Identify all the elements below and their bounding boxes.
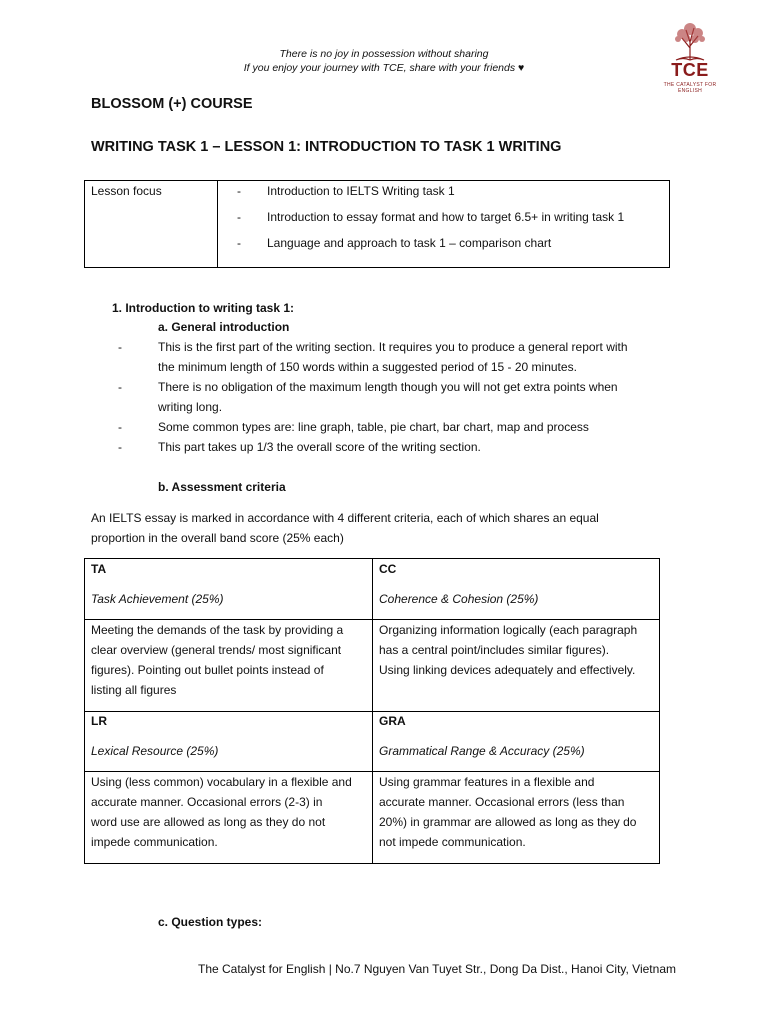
lesson-focus-item: - Introduction to IELTS Writing task 1 xyxy=(237,184,455,198)
criterion-header-gra: GRA Grammatical Range & Accuracy (25%) xyxy=(379,714,585,758)
page-footer: The Catalyst for English | No.7 Nguyen Van Tuyet Str., Dong Da Dist., Hanoi City, Vietnam xyxy=(197,962,676,976)
lesson-focus-label: Lesson focus xyxy=(91,184,162,198)
criterion-header-lr: LR Lexical Resource (25%) xyxy=(91,714,219,758)
lesson-title: WRITING TASK 1 – LESSON 1: INTRODUCTION TO TASK 1 WRITING xyxy=(91,139,562,155)
table-divider xyxy=(217,181,218,267)
bullet-item: - This is the first part of the writing section. It requires you to produce a general report with the minimum length of 150 words within a suggested period of 15 - 20 minutes. xyxy=(118,340,628,374)
section1-heading: 1. Introduction to writing task 1: xyxy=(112,301,295,315)
section1-sub-b: b. Assessment criteria xyxy=(158,480,286,494)
lesson-focus-table xyxy=(84,180,670,268)
criterion-header-ta: TA Task Achievement (25%) xyxy=(91,562,224,606)
logo-text: TCE xyxy=(671,60,709,80)
criteria-intro-line1: An IELTS essay is marked in accordance with 4 different criteria, each of which shares an equal xyxy=(91,511,599,525)
header-quote-line2: If you enjoy your journey with TCE, share with your friends ♥ xyxy=(243,62,525,74)
course-title: BLOSSOM (+) COURSE xyxy=(91,96,253,112)
tce-logo xyxy=(652,20,728,100)
criteria-table xyxy=(84,558,660,864)
criterion-desc-cc: Organizing information logically (each paragraph has a central point/includes similar figures). Using linking devices adequately and effectively. xyxy=(379,623,638,677)
header-quote-line1: There is no joy in possession without sharing xyxy=(279,48,489,60)
logo-subtext: THE CATALYST FOR ENGLISH xyxy=(663,82,717,94)
section1-sub-a: a. General introduction xyxy=(158,320,290,334)
bullet-item: - Some common types are: line graph, table, pie chart, bar chart, map and process xyxy=(118,420,589,434)
bullet-item: - There is no obligation of the maximum length though you will not get extra points when writing long. xyxy=(118,380,618,414)
criterion-desc-gra: Using grammar features in a flexible and accurate manner. Occasional errors (less than 20%) in grammar are allowed as long as they do not impede communication. xyxy=(379,775,637,849)
criterion-desc-ta: Meeting the demands of the task by providing a clear overview (general trends/ most significant figures). Pointing out bullet points instead of listing all figures xyxy=(91,623,344,697)
lesson-focus-item: - Language and approach to task 1 – comparison chart xyxy=(237,236,552,250)
section1-sub-c: c. Question types: xyxy=(158,915,263,929)
tree-book-icon xyxy=(652,20,728,64)
lesson-focus-item: - Introduction to essay format and how to target 6.5+ in writing task 1 xyxy=(237,210,625,224)
bullet-item: - This part takes up 1/3 the overall score of the writing section. xyxy=(118,440,481,454)
criterion-header-cc: CC Coherence & Cohesion (25%) xyxy=(379,562,539,606)
criterion-desc-lr: Using (less common) vocabulary in a flexible and accurate manner. Occasional errors (2-3) in word use are allowed as long as they do not impede communication. xyxy=(91,775,352,849)
criteria-intro-line2: proportion in the overall band score (25% each) xyxy=(91,531,344,545)
